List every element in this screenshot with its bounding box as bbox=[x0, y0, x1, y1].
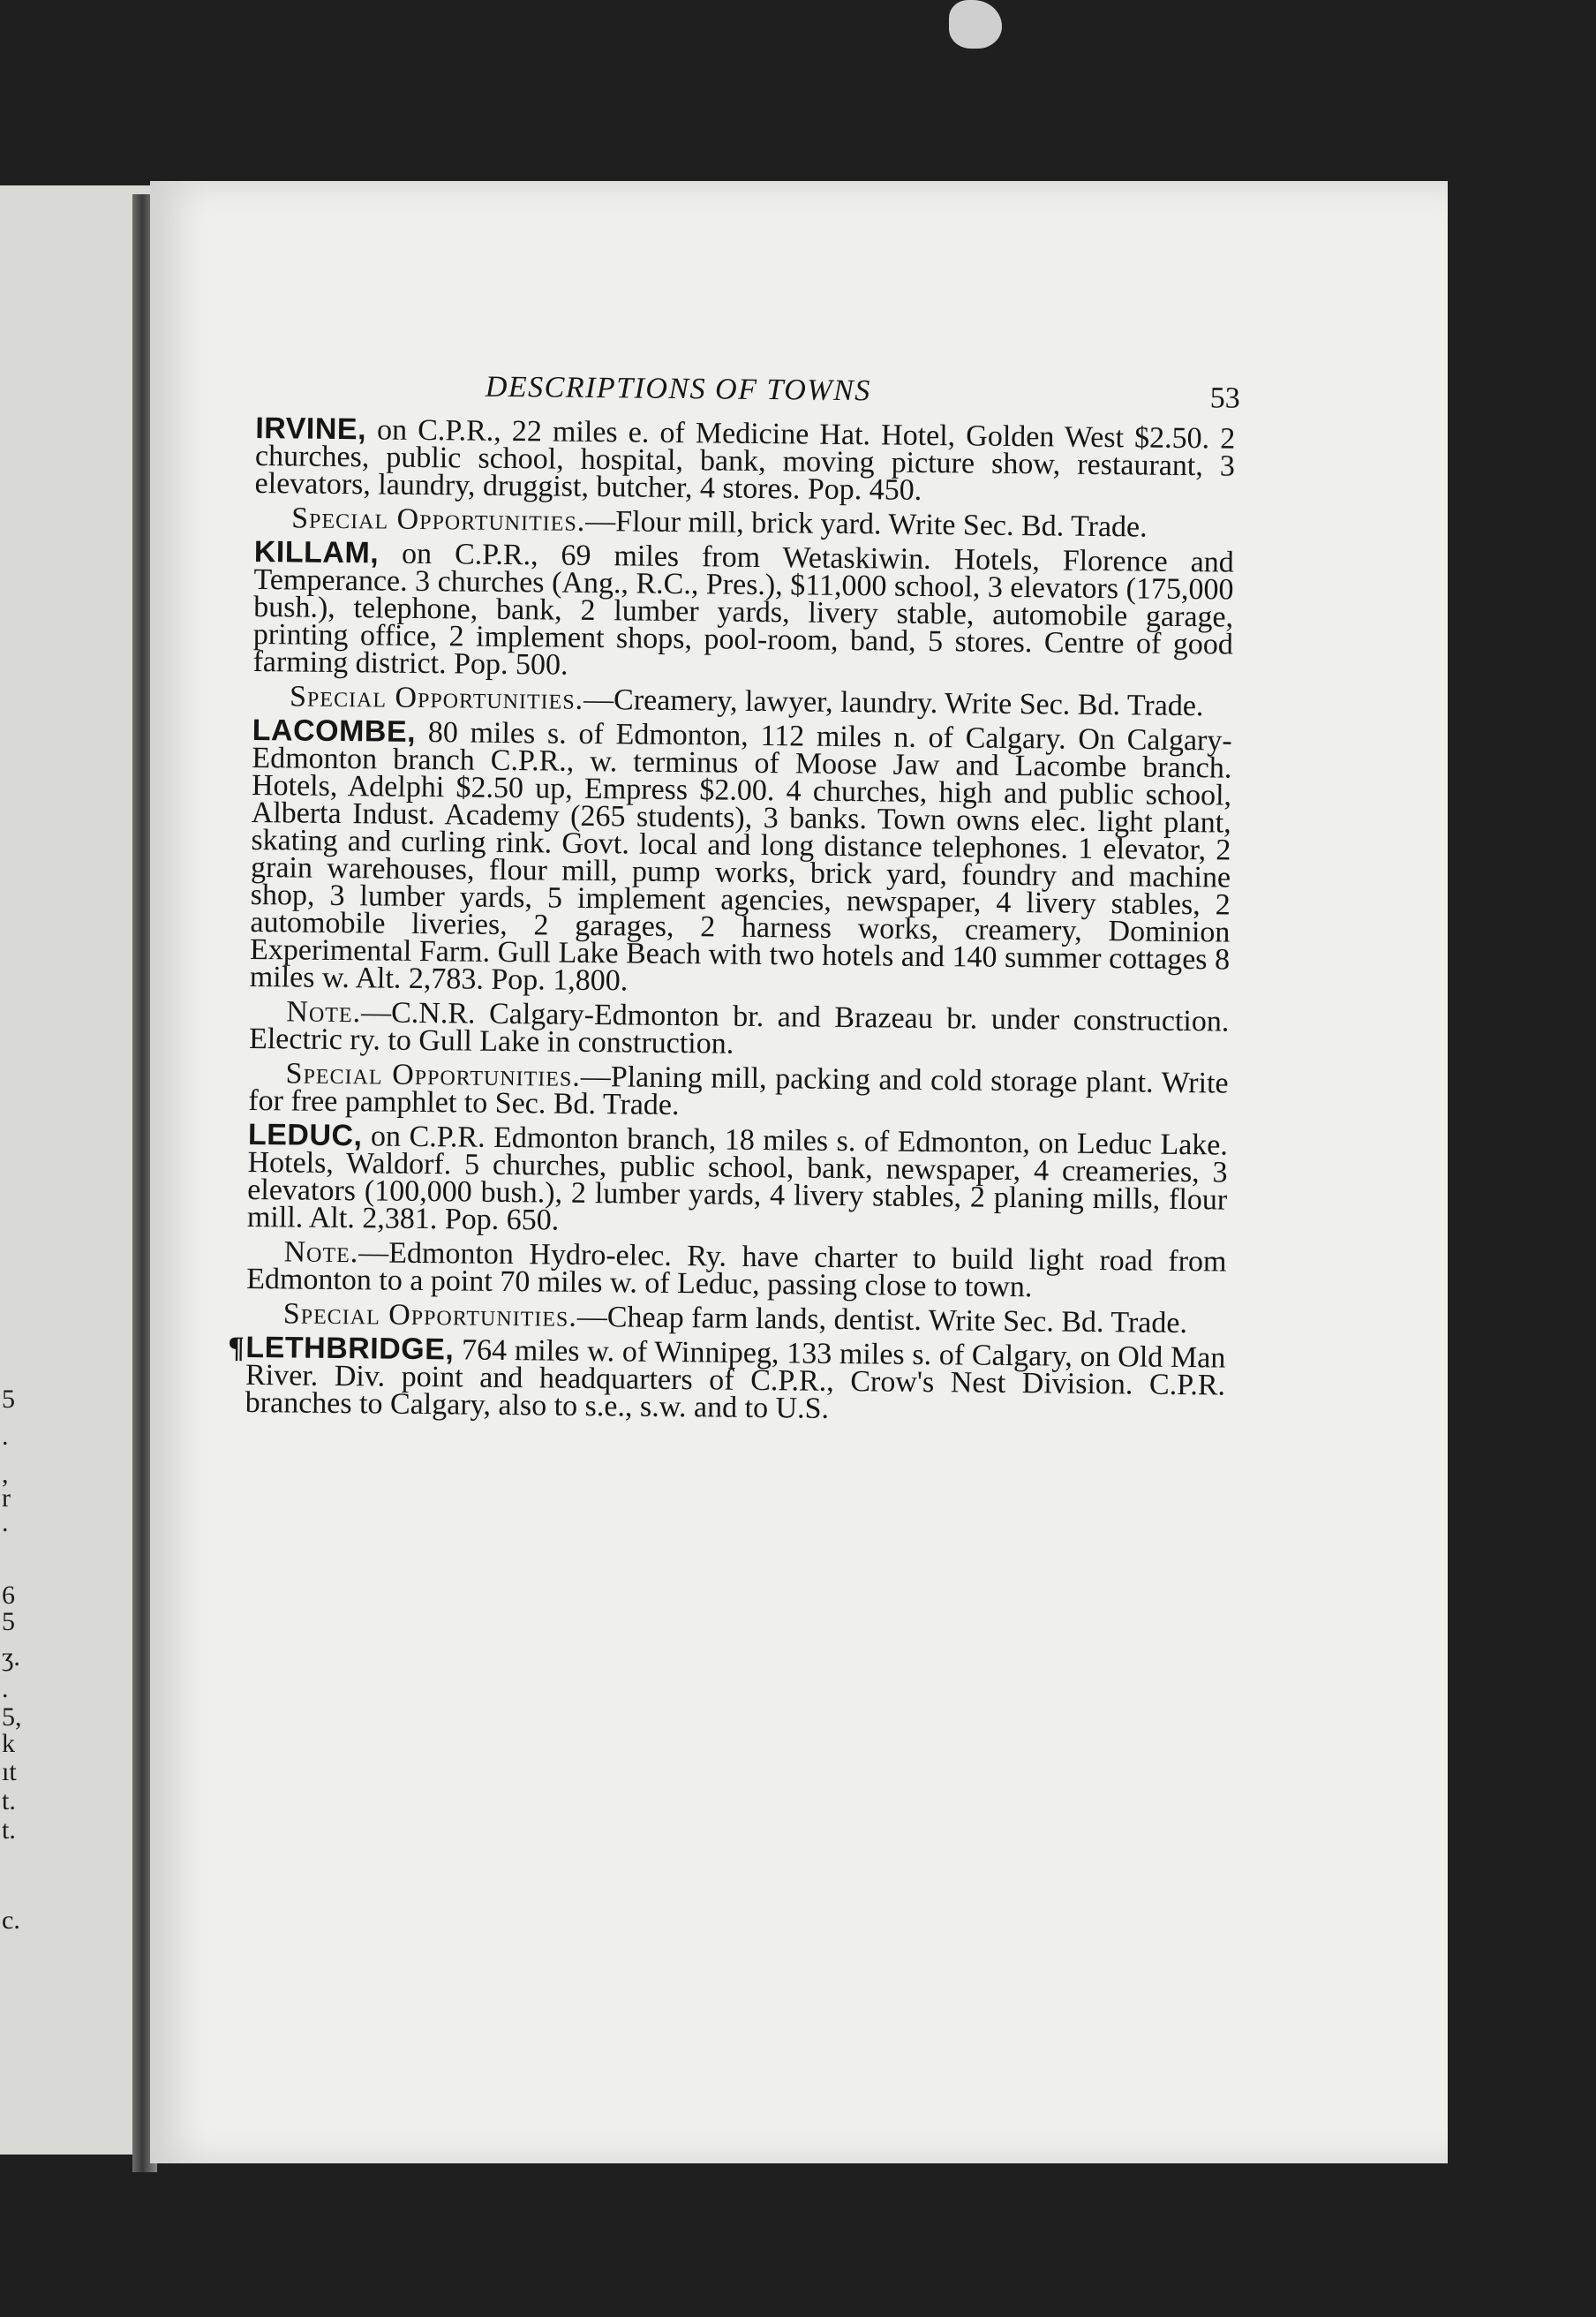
fragment: . bbox=[2, 1674, 9, 1703]
town-description: on C.P.R. Edmonton branch, 18 miles s. of Edmonton, on Leduc Lake. Hotels, Waldorf. 5 churches, public school, bank, newspaper, 4 creameries, 3 elevators (100,000 bush.), 2 lumber yards, 4 livery stables, 2 planing mills, flour mill. Alt. 2,381. Pop. 650. bbox=[246, 1120, 1229, 1237]
note-label: Note. bbox=[283, 1235, 359, 1270]
fragment: 5, bbox=[2, 1702, 22, 1732]
town-name: LEDUC, bbox=[247, 1117, 363, 1153]
town-name: IRVINE, bbox=[255, 411, 367, 447]
note-text: —Edmonton Hydro-elec. Ry. have charter to build light road from Edmonton to a point 70 miles w. of Leduc, passing close to town. bbox=[246, 1236, 1227, 1304]
left-page-fragments bbox=[0, 0, 35, 2317]
town-description: on C.P.R., 22 miles e. of Medicine Hat. Hotel, Golden West $2.50. 2 churches, public school, hospital, bank, moving picture show, restaurant, 3 elevators, laundry, druggist, butcher, 4 stores. Pop. 450. bbox=[254, 413, 1236, 507]
fragment: c. bbox=[2, 1906, 20, 1935]
fragment: . bbox=[2, 1422, 9, 1451]
special-text: —Flour mill, brick yard. Write Sec. Bd. Trade. bbox=[585, 504, 1148, 544]
running-title: DESCRIPTIONS OF TOWNS bbox=[485, 370, 871, 408]
fragment: ʒ. bbox=[2, 1642, 20, 1672]
note-label: Note. bbox=[286, 995, 362, 1030]
town-entry-lacombe bbox=[249, 713, 1232, 1001]
town-name: LETHBRIDGE, bbox=[245, 1330, 455, 1367]
fragment: r bbox=[2, 1483, 11, 1513]
fragment: t. bbox=[2, 1815, 16, 1845]
special-label: Special Opportunities. bbox=[282, 1297, 578, 1333]
fragment: , bbox=[2, 1460, 9, 1489]
special-label: Special Opportunities. bbox=[289, 680, 584, 716]
fragment: 5 bbox=[2, 1385, 15, 1414]
paragraph-mark: ¶ bbox=[228, 1331, 245, 1364]
special-text: —Cheap farm lands, dentist. Write Sec. Bd. Trade. bbox=[576, 1300, 1188, 1340]
special-label: Special Opportunities. bbox=[285, 1057, 581, 1093]
note bbox=[248, 995, 1230, 1063]
special-text: —Creamery, lawyer, laundry. Write Sec. Bd. Trade. bbox=[583, 683, 1204, 723]
town-entry-lethbridge bbox=[228, 1330, 1226, 1427]
paper-blot bbox=[949, 0, 1002, 49]
town-description: 80 miles s. of Edmonton, 112 miles n. of Calgary. On Calgary-Edmonton branch C.P.R., w. terminus of Moose Jaw and Lacombe branch. Hotels, Adelphi $2.50 up, Empress $2.00. 4 churches, high and public school, Alberta Indust. Academy (265 students), 3 banks. Town owns elec. light plant, skating and curling rink. Govt. local and long distance telephones. 1 elevator, 2 grain warehouses, flour mill, pump works, brick yard, foundry and machine shop, 3 lumber yards, 5 implement agencies, newspaper, 4 livery stables, 2 automobile liveries, 2 garages, 2 harness works, creamery, Dominion Experimental Farm. Gull Lake Beach with two hotels and 140 summer cottages 8 miles w. Alt. 2,783. Pop. 1,800. bbox=[249, 716, 1232, 998]
note-text: —C.N.R. Calgary-Edmonton br. and Brazeau br. under construction. Electric ry. to Gull Lake in construction. bbox=[248, 996, 1230, 1060]
special-label: Special Opportunities. bbox=[291, 502, 586, 538]
special-opportunities bbox=[254, 504, 1234, 542]
fragment: 6 bbox=[2, 1581, 15, 1610]
town-entry-leduc bbox=[246, 1117, 1229, 1242]
fragment: 5 bbox=[2, 1607, 15, 1636]
page-number: 53 bbox=[1209, 381, 1240, 415]
fragment: t. bbox=[2, 1786, 16, 1815]
page-text bbox=[228, 370, 1240, 1434]
town-name: KILLAM, bbox=[253, 534, 380, 570]
fragment: k bbox=[2, 1729, 15, 1758]
town-description: on C.P.R., 69 miles from Wetaskiwin. Hotels, Florence and Temperance. 3 churches (Ang., R.C., Pres.), $11,000 school, 3 elevators (175,000 bush.), telephone, bank, 2 lumber yards, livery stable, automobile garage, printing office, 2 implement shops, pool-room, band, 5 stores. Centre of good farming district. Pop. 500. bbox=[252, 537, 1234, 682]
town-entry-irvine bbox=[254, 411, 1236, 508]
town-entry-killam bbox=[252, 534, 1234, 686]
special-text: —Planing mill, packing and cold storage plant. Write for free pamphlet to Sec. Bd. Trade. bbox=[248, 1060, 1229, 1122]
town-description: 764 miles w. of Winnipeg, 133 miles s. of Calgary, on Old Man River. Div. point and headquarters of C.P.R., Crow's Nest Division. C.P.R. branches to Calgary, also to s.e., s.w. and to U.S. bbox=[245, 1333, 1226, 1425]
town-name: LACOMBE, bbox=[252, 713, 417, 749]
fragment: ıt bbox=[2, 1757, 17, 1786]
fragment: . bbox=[2, 1508, 9, 1537]
special-opportunities bbox=[248, 1057, 1229, 1125]
note bbox=[246, 1235, 1227, 1304]
